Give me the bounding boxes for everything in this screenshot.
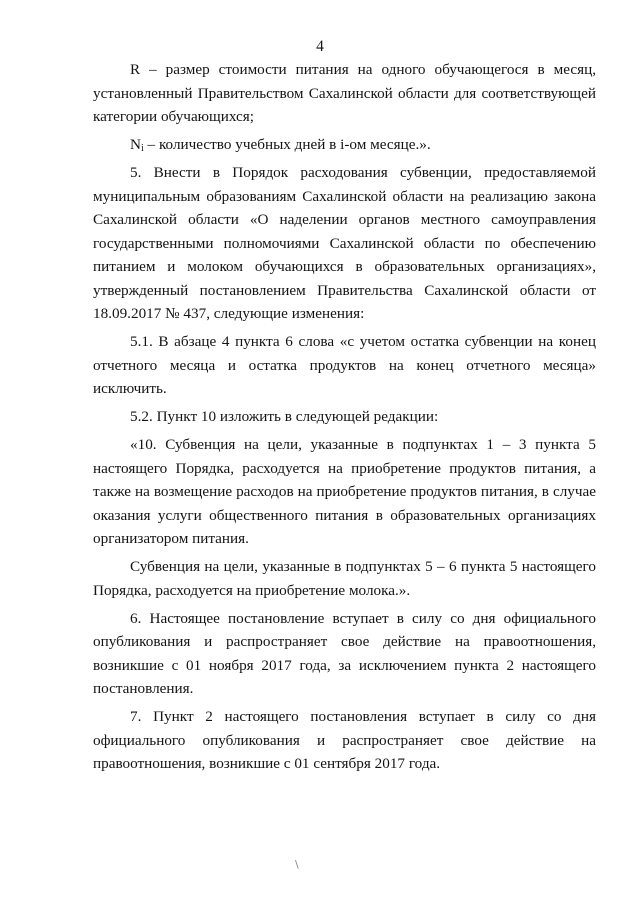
paragraph-item-5-2: 5.2. Пункт 10 изложить в следующей редакции: (130, 408, 439, 425)
paragraph-item-5-1: 5.1. В абзаце 4 пункта 6 слова «с учетом остатка субвенции на конец отчетного месяца и остатка продуктов на конец отчетного месяца» исключить. (93, 333, 596, 397)
ni-symbol: N (130, 136, 141, 153)
paragraph-new-item-10: «10. Субвенция на цели, указанные в подпунктах 1 – 3 пункта 5 настоящего Порядка, расходуется на приобретение продуктов питания, а также на возмещение расходов на приобретение продуктов питания, в случае оказания услуги общественного питания в образовательных организациях организатором питания. (93, 436, 596, 547)
ni-definition-text: – количество учебных дней в i-ом месяце.». (143, 136, 431, 153)
document-body (93, 58, 596, 780)
paragraph-r-definition: R – размер стоимости питания на одного обучающегося в месяц, установленный Правительством Сахалинской области для соответствующей категории обучающихся; (93, 61, 596, 125)
scan-mark: \ (295, 858, 299, 871)
paragraph-item-6: 6. Настоящее постановление вступает в силу со дня официального опубликования и распространяет свое действие на правоотношения, возникшие с 01 ноября 2017 года, за исключением пункта 2 настоящего постановления. (93, 609, 596, 697)
paragraph-milk-subvention: Субвенция на цели, указанные в подпунктах 5 – 6 пункта 5 настоящего Порядка, расходуется на приобретение молока.». (93, 558, 596, 599)
paragraph-item-5: 5. Внести в Порядок расходования субвенции, предоставляемой муниципальным образованиям Сахалинской области на реализацию закона Сахалинской области «О наделении органов местного самоуправления государственными полномочиями Сахалинской области по обеспечению питанием и молоком обучающихся в образовательных организациях», утвержденный постановлением Правительства Сахалинской области от 18.09.2017 № 437, следующие изменения: (93, 164, 596, 322)
ni-subscript: i (140, 143, 144, 154)
paragraph-ni-definition (93, 133, 596, 157)
paragraph-item-7: 7. Пункт 2 настоящего постановления вступает в силу со дня официального опубликования и распространяет свое действие на правоотношения, возникшие с 01 сентября 2017 года. (93, 708, 596, 772)
page-number: 4 (316, 38, 324, 55)
